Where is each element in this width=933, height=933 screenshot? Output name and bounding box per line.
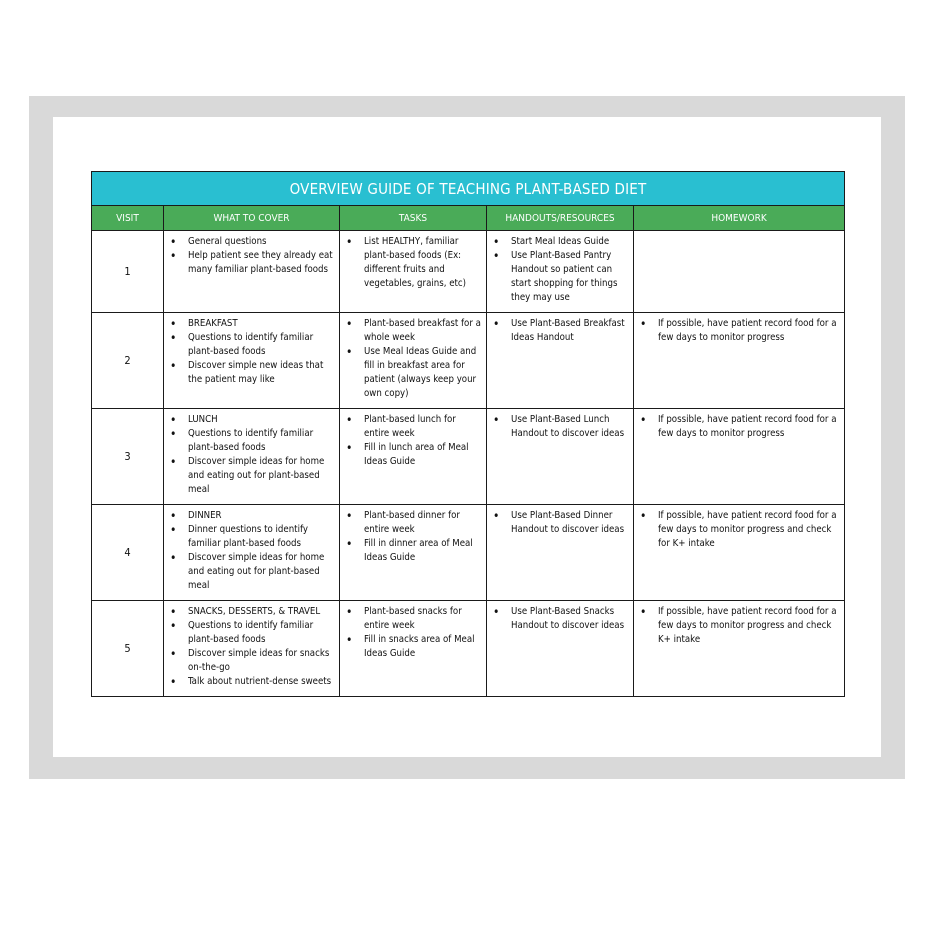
homework-cell <box>634 601 845 697</box>
list-item: • If possible, have patient record food for a few days to monitor progress and check for K+ intake <box>658 509 841 551</box>
list-item: • Fill in snacks area of Meal Ideas Guide <box>364 633 483 661</box>
list-item: • Plant-based breakfast for a whole week <box>364 317 483 345</box>
homework-cell <box>634 313 845 409</box>
visit-number: 1 <box>92 231 164 313</box>
header-handouts: HANDOUTS/RESOURCES <box>487 206 634 231</box>
tasks-cell <box>340 313 487 409</box>
visit-number: 5 <box>92 601 164 697</box>
homework-list <box>634 505 844 555</box>
tasks-list <box>340 409 486 473</box>
document-frame <box>29 96 905 779</box>
list-item: • Use Plant-Based Snacks Handout to discover ideas <box>511 605 630 633</box>
list-item: • LUNCH <box>188 413 336 427</box>
tasks-list <box>340 505 486 569</box>
list-item: • List HEALTHY, familiar plant-based foods (Ex: different fruits and vegetables, grains, etc) <box>364 235 483 291</box>
handouts-cell <box>487 601 634 697</box>
list-item: • Use Plant-Based Pantry Handout so patient can start shopping for things they may use <box>511 249 630 305</box>
list-item: • Talk about nutrient-dense sweets <box>188 675 336 689</box>
table-row <box>92 231 845 313</box>
list-item: • BREAKFAST <box>188 317 336 331</box>
list-item: • Questions to identify familiar plant-based foods <box>188 331 336 359</box>
homework-cell <box>634 409 845 505</box>
handouts-cell <box>487 231 634 313</box>
handouts-list <box>487 601 633 637</box>
homework-cell <box>634 505 845 601</box>
visit-number: 3 <box>92 409 164 505</box>
list-item: • If possible, have patient record food for a few days to monitor progress <box>658 413 841 441</box>
tasks-list <box>340 231 486 295</box>
tasks-list <box>340 313 486 405</box>
list-item: • Use Plant-Based Lunch Handout to discover ideas <box>511 413 630 441</box>
list-item: • Plant-based dinner for entire week <box>364 509 483 537</box>
what-to-cover-list <box>164 505 339 597</box>
list-item: • Questions to identify familiar plant-based foods <box>188 427 336 455</box>
visit-number: 4 <box>92 505 164 601</box>
handouts-list <box>487 313 633 349</box>
list-item: • Fill in lunch area of Meal Ideas Guide <box>364 441 483 469</box>
what-to-cover-cell <box>164 313 340 409</box>
what-to-cover-list <box>164 409 339 501</box>
list-item: • If possible, have patient record food for a few days to monitor progress and check K+ intake <box>658 605 841 647</box>
tasks-cell <box>340 409 487 505</box>
list-item: • Use Plant-Based Breakfast Ideas Handout <box>511 317 630 345</box>
header-what-to-cover: WHAT TO COVER <box>164 206 340 231</box>
what-to-cover-cell <box>164 601 340 697</box>
list-item: • Questions to identify familiar plant-based foods <box>188 619 336 647</box>
homework-list <box>634 313 844 349</box>
handouts-cell <box>487 505 634 601</box>
document-page <box>53 117 881 757</box>
list-item: • Fill in dinner area of Meal Ideas Guide <box>364 537 483 565</box>
list-item: • Discover simple ideas for snacks on-the-go <box>188 647 336 675</box>
what-to-cover-cell <box>164 409 340 505</box>
tasks-cell <box>340 231 487 313</box>
list-item: • SNACKS, DESSERTS, & TRAVEL <box>188 605 336 619</box>
homework-list <box>634 601 844 651</box>
list-item: • DINNER <box>188 509 336 523</box>
header-visit: VISIT <box>92 206 164 231</box>
what-to-cover-list <box>164 601 339 693</box>
list-item: • Dinner questions to identify familiar plant-based foods <box>188 523 336 551</box>
header-tasks: TASKS <box>340 206 487 231</box>
overview-guide-table <box>91 171 845 697</box>
tasks-cell <box>340 601 487 697</box>
list-item: • Use Meal Ideas Guide and fill in breakfast area for patient (always keep your own copy) <box>364 345 483 401</box>
list-item: • Plant-based lunch for entire week <box>364 413 483 441</box>
table-row <box>92 505 845 601</box>
list-item: • General questions <box>188 235 336 249</box>
table-row <box>92 313 845 409</box>
handouts-cell <box>487 313 634 409</box>
list-item: • Discover simple ideas for home and eating out for plant-based meal <box>188 551 336 593</box>
handouts-list <box>487 231 633 309</box>
list-item: • Discover simple new ideas that the patient may like <box>188 359 336 387</box>
homework-cell <box>634 231 845 313</box>
what-to-cover-list <box>164 231 339 281</box>
table-row <box>92 601 845 697</box>
list-item: • Plant-based snacks for entire week <box>364 605 483 633</box>
list-item: • Help patient see they already eat many familiar plant-based foods <box>188 249 336 277</box>
handouts-cell <box>487 409 634 505</box>
table-body <box>92 231 845 697</box>
what-to-cover-cell <box>164 231 340 313</box>
list-item: • Use Plant-Based Dinner Handout to discover ideas <box>511 509 630 537</box>
table-row <box>92 409 845 505</box>
table-title: OVERVIEW GUIDE OF TEACHING PLANT-BASED DIET <box>92 172 845 206</box>
handouts-list <box>487 505 633 541</box>
list-item: • Discover simple ideas for home and eating out for plant-based meal <box>188 455 336 497</box>
visit-number: 2 <box>92 313 164 409</box>
tasks-list <box>340 601 486 665</box>
header-row <box>92 206 845 231</box>
handouts-list <box>487 409 633 445</box>
what-to-cover-list <box>164 313 339 391</box>
list-item: • Start Meal Ideas Guide <box>511 235 630 249</box>
list-item: • If possible, have patient record food for a few days to monitor progress <box>658 317 841 345</box>
tasks-cell <box>340 505 487 601</box>
what-to-cover-cell <box>164 505 340 601</box>
homework-list <box>634 409 844 445</box>
header-homework: HOMEWORK <box>634 206 845 231</box>
